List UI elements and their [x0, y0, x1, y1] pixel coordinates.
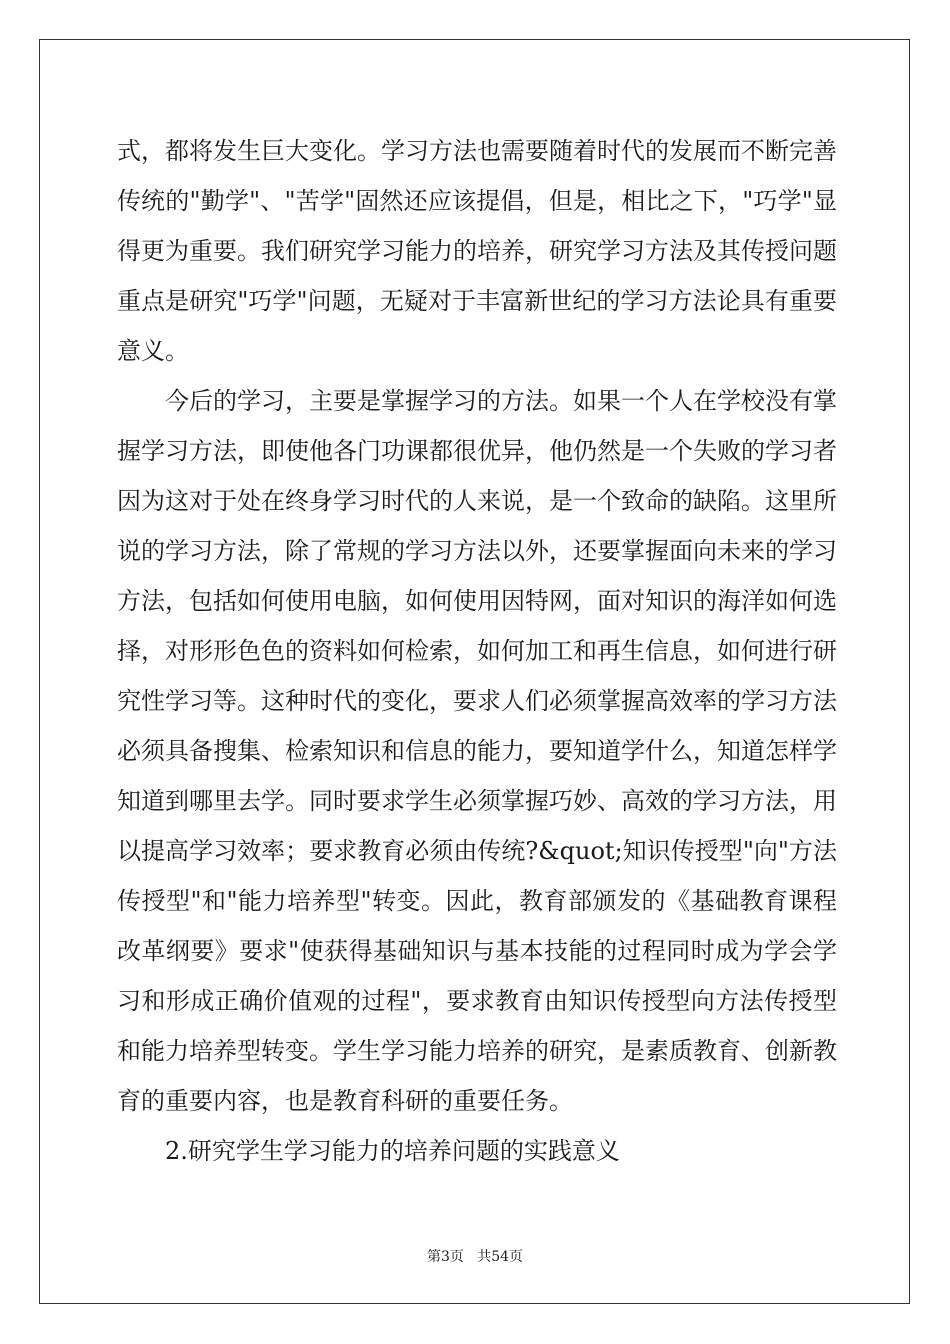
text-line: 得更为重要。我们研究学习能力的培养，研究学习方法及其传授问题 — [117, 237, 837, 265]
text-line: 意义。 — [117, 337, 189, 365]
page-number-footer: 第3页 共54页 — [426, 1249, 524, 1265]
text-line: 式，都将发生巨大变化。学习方法也需要随着时代的发展而不断完善 — [117, 137, 837, 165]
text-line: 改革纲要》要求"使获得基础知识与基本技能的过程同时成为学会学 — [117, 937, 837, 965]
text-line: 说的学习方法，除了常规的学习方法以外，还要掌握面向未来的学习 — [117, 537, 837, 565]
text-line: 握学习方法，即使他各门功课都很优异，他仍然是一个失败的学习者 — [117, 437, 837, 465]
text-line: 重点是研究"巧学"问题，无疑对于丰富新世纪的学习方法论具有重要 — [117, 287, 837, 315]
text-line: 习和形成正确价值观的过程"，要求教育由知识传授型向方法传授型 — [117, 987, 837, 1015]
text-line: 以提高学习效率；要求教育必须由传统?&quot;知识传授型"向"方法 — [117, 837, 837, 865]
section-heading: 2.研究学生学习能力的培养问题的实践意义 — [165, 1137, 620, 1165]
text-line: 因为这对于处在终身学习时代的人来说，是一个致命的缺陷。这里所 — [117, 487, 837, 515]
document-body — [117, 126, 837, 1176]
text-line: 传授型"和"能力培养型"转变。因此，教育部颁发的《基础教育课程 — [117, 887, 837, 915]
text-line: 育的重要内容，也是教育科研的重要任务。 — [117, 1087, 573, 1115]
text-line: 和能力培养型转变。学生学习能力培养的研究，是素质教育、创新教 — [117, 1037, 837, 1065]
paragraph-start-line: 今后的学习，主要是掌握学习的方法。如果一个人在学校没有掌 — [165, 387, 837, 415]
text-line: 知道到哪里去学。同时要求学生必须掌握巧妙、高效的学习方法，用 — [117, 787, 837, 815]
text-line: 传统的"勤学"、"苦学"固然还应该提倡，但是，相比之下，"巧学"显 — [117, 187, 837, 215]
text-line: 必须具备搜集、检索知识和信息的能力，要知道学什么，知道怎样学 — [117, 737, 837, 765]
text-line: 择，对形形色色的资料如何检索，如何加工和再生信息，如何进行研 — [117, 637, 837, 665]
text-line: 方法，包括如何使用电脑，如何使用因特网，面对知识的海洋如何选 — [117, 587, 837, 615]
text-line: 究性学习等。这种时代的变化，要求人们必须掌握高效率的学习方法 — [117, 687, 837, 715]
